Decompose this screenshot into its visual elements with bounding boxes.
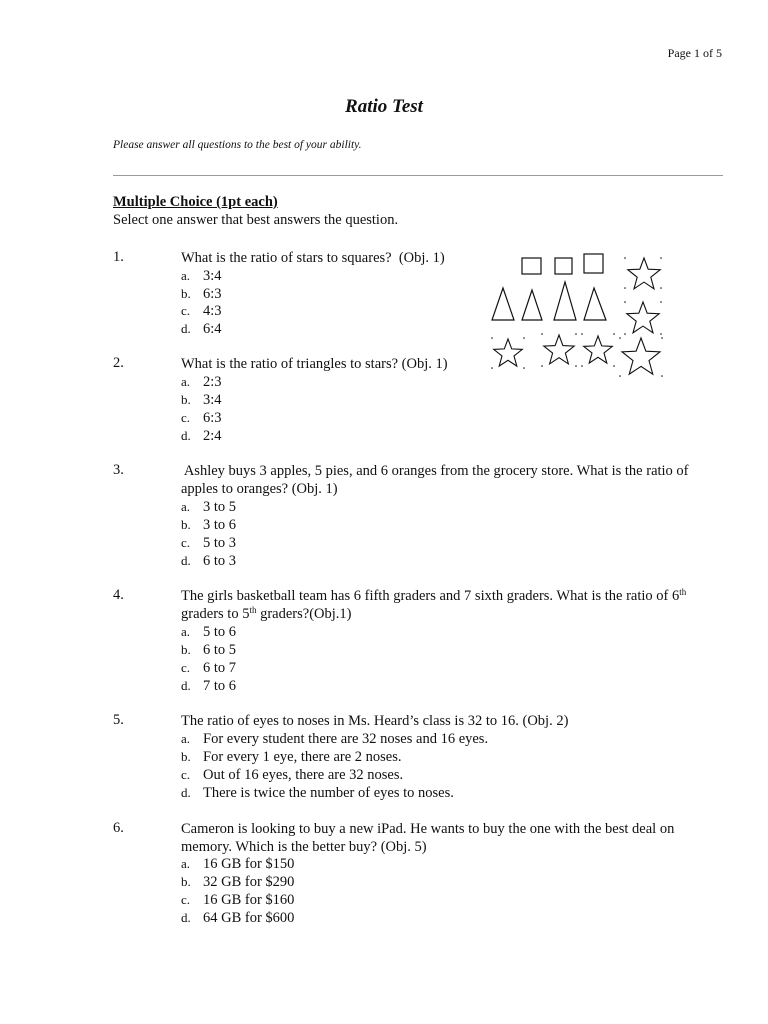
option-text: 5 to 6 — [203, 624, 237, 640]
question-4-option-d[interactable] — [181, 677, 236, 695]
option-text: 2:3 — [203, 374, 222, 390]
option-letter: b. — [181, 286, 191, 301]
question-4-option-a[interactable] — [181, 623, 236, 641]
superscript: th — [249, 605, 257, 615]
question-4-option-c[interactable] — [181, 659, 236, 677]
option-letter: c. — [181, 410, 191, 425]
option-letter: c. — [181, 303, 191, 318]
question-5-option-b[interactable] — [181, 748, 402, 766]
question-3-text-line-2: apples to oranges? (Obj. 1) — [181, 481, 338, 497]
option-text: 7 to 6 — [203, 678, 237, 694]
page-number: Page 1 of 5 — [667, 46, 722, 60]
question-3-number: 3. — [113, 462, 124, 478]
option-text: 16 GB for $150 — [203, 856, 295, 872]
triangle-shape — [522, 290, 542, 320]
question-1-number: 1. — [113, 249, 124, 265]
option-text: 6:3 — [203, 410, 222, 426]
option-letter: d. — [181, 553, 191, 568]
option-text: 6 to 7 — [203, 660, 237, 676]
superscript: th — [679, 587, 687, 597]
section-heading: Multiple Choice (1pt each) — [113, 194, 278, 210]
option-letter: a. — [181, 374, 191, 389]
question-3-option-a[interactable] — [181, 498, 236, 516]
question-2-option-b[interactable] — [181, 391, 222, 409]
star-shape — [494, 339, 523, 366]
option-text: 3 to 5 — [203, 499, 237, 515]
option-letter: a. — [181, 624, 191, 639]
option-text: 3 to 6 — [203, 517, 237, 533]
question-6-option-a[interactable] — [181, 855, 294, 873]
star-shape — [544, 335, 574, 364]
question-3-text-line-1: Ashley buys 3 apples, 5 pies, and 6 oranges from the grocery store. What is the ratio of — [181, 463, 689, 479]
option-letter: d. — [181, 428, 191, 443]
option-letter: b. — [181, 874, 191, 889]
triangle-shape — [554, 282, 576, 320]
section-subheading: Select one answer that best answers the question. — [113, 212, 399, 228]
option-text: 4:3 — [203, 303, 222, 319]
triangle-shape — [492, 288, 514, 320]
question-2-option-c[interactable] — [181, 409, 222, 427]
option-text: For every student there are 32 noses and 16 eyes. — [203, 731, 489, 747]
option-text: 6 to 5 — [203, 642, 237, 658]
instructions: Please answer all questions to the best of your ability. — [113, 139, 362, 151]
question-1-option-d[interactable] — [181, 320, 222, 338]
question-5-option-c[interactable] — [181, 766, 403, 784]
question-4-option-b[interactable] — [181, 641, 236, 659]
question-1-option-b[interactable] — [181, 285, 222, 303]
question-5-number: 5. — [113, 712, 124, 728]
option-letter: a. — [181, 731, 191, 746]
question-6-number: 6. — [113, 820, 124, 836]
question-6-option-c[interactable] — [181, 891, 294, 909]
star-shape — [627, 302, 659, 333]
square-shape — [522, 258, 541, 274]
question-4-text-line-1 — [181, 587, 686, 605]
option-text: There is twice the number of eyes to noses. — [203, 785, 454, 801]
question-1-text: What is the ratio of stars to squares? (Obj. 1) — [181, 250, 445, 266]
option-letter: b. — [181, 392, 191, 407]
question-3-option-b[interactable] — [181, 516, 236, 534]
question-6-option-b[interactable] — [181, 873, 294, 891]
option-letter: c. — [181, 892, 191, 907]
option-letter: b. — [181, 517, 191, 532]
question-4-text-part: graders?(Obj.1) — [256, 606, 352, 622]
question-5-option-d[interactable] — [181, 784, 454, 802]
divider — [113, 175, 723, 176]
star-shape — [628, 258, 660, 289]
star-shape — [622, 338, 660, 374]
option-letter: d. — [181, 910, 191, 925]
question-2-option-d[interactable] — [181, 427, 222, 445]
question-6-text-line-2: memory. Which is the better buy? (Obj. 5) — [181, 839, 427, 855]
question-5-option-a[interactable] — [181, 730, 488, 748]
option-letter: a. — [181, 499, 191, 514]
question-5-text: The ratio of eyes to noses in Ms. Heard’s class is 32 to 16. (Obj. 2) — [181, 713, 569, 729]
page-title: Ratio Test — [345, 96, 423, 117]
option-text: 2:4 — [203, 428, 222, 444]
square-shape — [555, 258, 572, 274]
question-1-option-c[interactable] — [181, 302, 222, 320]
option-letter: c. — [181, 767, 191, 782]
option-letter: d. — [181, 678, 191, 693]
question-4-text-part: graders to 5 — [181, 606, 250, 622]
option-text: 3:4 — [203, 268, 222, 284]
option-letter: c. — [181, 535, 191, 550]
star-shape — [584, 336, 613, 363]
square-shape — [584, 254, 603, 273]
question-4-text-line-2 — [181, 605, 351, 623]
question-4-number: 4. — [113, 587, 124, 603]
option-letter: b. — [181, 749, 191, 764]
option-text: 16 GB for $160 — [203, 892, 295, 908]
option-text: 6:3 — [203, 286, 222, 302]
shapes-figure — [486, 248, 666, 380]
question-2-number: 2. — [113, 355, 124, 371]
option-text: Out of 16 eyes, there are 32 noses. — [203, 767, 404, 783]
option-text: 6 to 3 — [203, 553, 237, 569]
question-4-text-part: The girls basketball team has 6 fifth graders and 7 sixth graders. What is the ratio of 6 — [181, 588, 680, 604]
question-6-option-d[interactable] — [181, 909, 294, 927]
question-2-text: What is the ratio of triangles to stars? (Obj. 1) — [181, 356, 448, 372]
option-text: 6:4 — [203, 321, 222, 337]
option-text: 3:4 — [203, 392, 222, 408]
option-letter: d. — [181, 321, 191, 336]
option-letter: a. — [181, 268, 191, 283]
option-text: 5 to 3 — [203, 535, 237, 551]
question-3-option-c[interactable] — [181, 534, 236, 552]
question-6-text-line-1: Cameron is looking to buy a new iPad. He wants to buy the one with the best deal on — [181, 821, 675, 837]
option-text: 64 GB for $600 — [203, 910, 295, 926]
question-1-option-a[interactable] — [181, 267, 222, 285]
option-letter: b. — [181, 642, 191, 657]
triangle-shape — [584, 288, 606, 320]
option-letter: c. — [181, 660, 191, 675]
option-letter: a. — [181, 856, 191, 871]
question-3-option-d[interactable] — [181, 552, 236, 570]
option-text: 32 GB for $290 — [203, 874, 295, 890]
option-letter: d. — [181, 785, 191, 800]
option-text: For every 1 eye, there are 2 noses. — [203, 749, 402, 765]
question-2-option-a[interactable] — [181, 373, 222, 391]
